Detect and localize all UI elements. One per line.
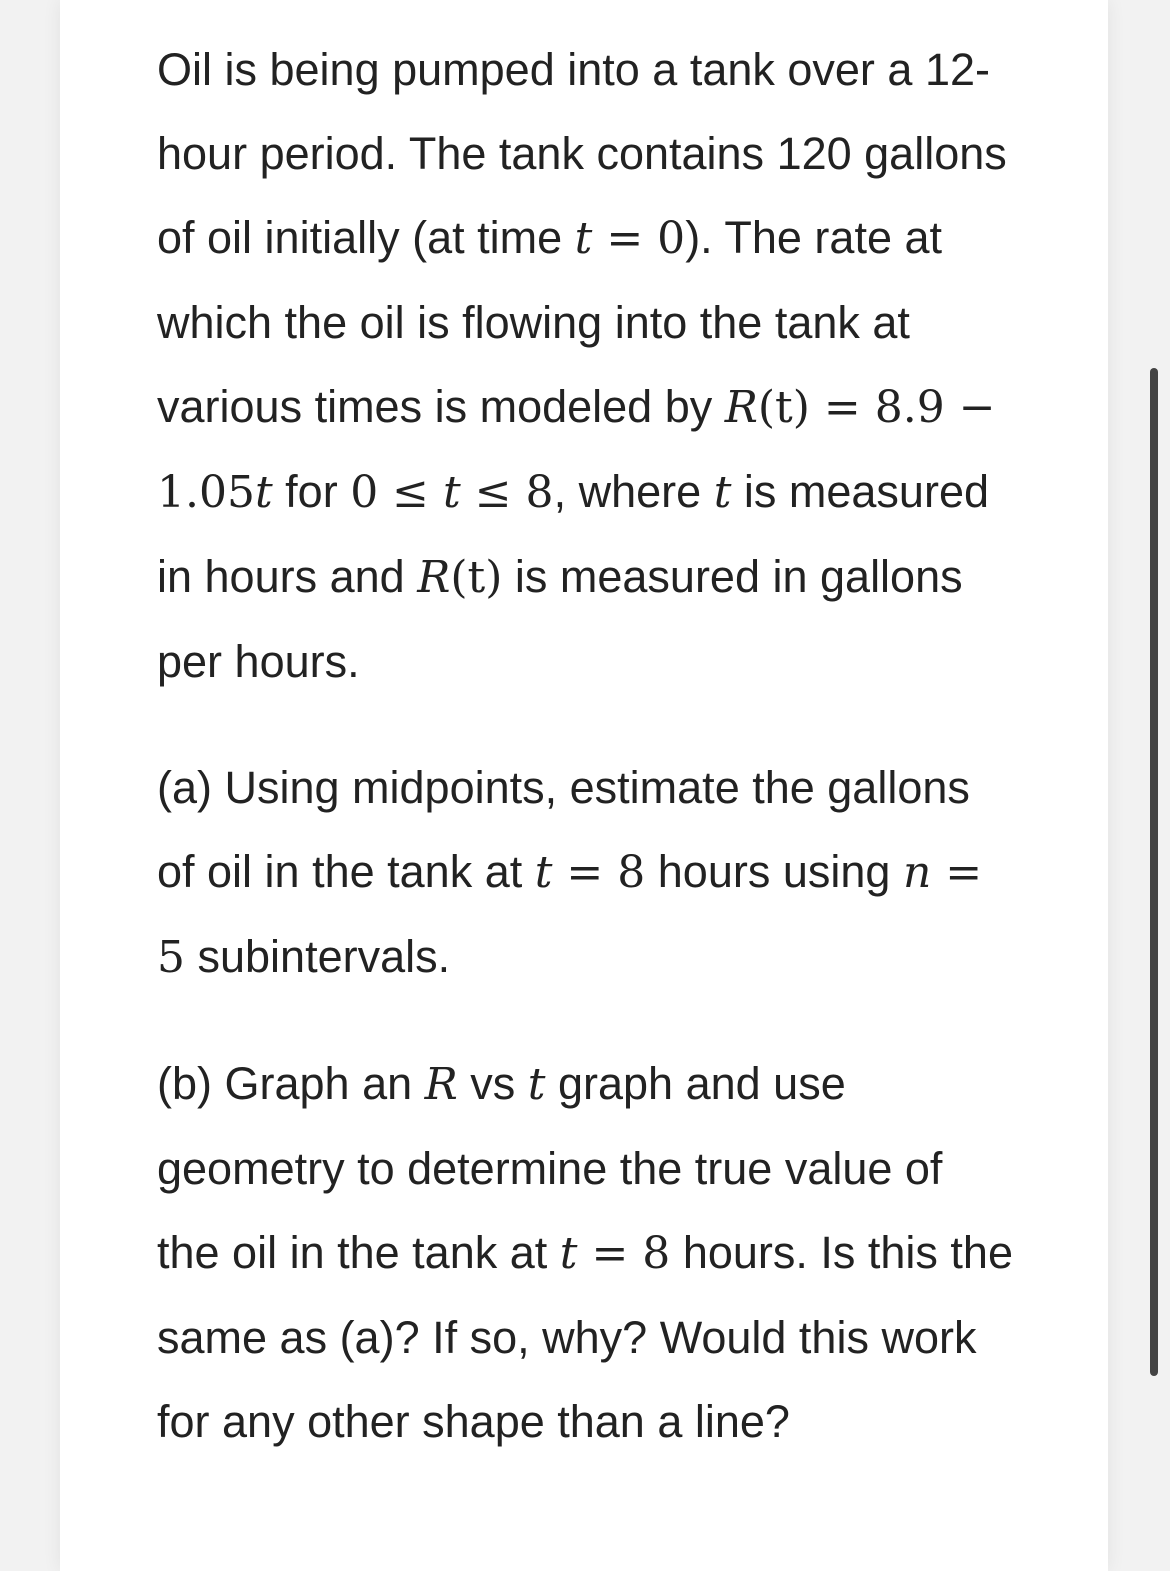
vertical-scrollbar[interactable] [1150, 368, 1158, 1376]
domain-inequality: 0 ≤ t ≤ 8 [350, 467, 554, 518]
rate-function: R(t) [417, 552, 503, 603]
intro-sentence-2: The rate at which the oil is flowing into the tank at various times is modeled by [157, 212, 943, 432]
part-a-paragraph: (a) Using midpoints, estimate the gallons of oil in the tank at t = 8 hours using n = 5 subintervals. [157, 762, 983, 983]
part-b-paragraph: (b) Graph an R vs t graph and use geometry to determine the true value of the oil in the tank at t = 8 hours. Is this the same as (a)? If so, why? Would this work for any other shape than a line? [157, 1058, 1013, 1447]
r-variable: R [424, 1059, 458, 1110]
time-zero-equation: t = 0 [574, 213, 686, 264]
t-equals-8: t = 8 [534, 847, 646, 898]
problem-text [157, 28, 1017, 1464]
intro-paragraph: Oil is being pumped into a tank over a 12-hour period. The tank contains 120 gallons of oil initially (at time t = 0). The rate at which the oil is flowing into the tank at various times is modeled by R(t) = 8.9 − 1.05t for 0 ≤ t ≤ 8, where t is measured in hours and R(t) is measured in gallons per hours. [157, 44, 1007, 687]
t-equals-8: t = 8 [559, 1228, 671, 1279]
paragraph-spacer [157, 704, 1017, 746]
content-card [60, 0, 1108, 1571]
paragraph-spacer [157, 1000, 1017, 1042]
t-variable: t [527, 1059, 546, 1110]
intro-sentence-1: Oil is being pumped into a tank over a 12-hour period. The tank contains 120 gallons of oil initially (at time [157, 44, 1007, 263]
time-variable: t [713, 467, 732, 518]
n-equals-5: n = 5 [157, 847, 983, 983]
rate-function-equation: R(t) = 8.9 − 1.05t [157, 382, 996, 518]
